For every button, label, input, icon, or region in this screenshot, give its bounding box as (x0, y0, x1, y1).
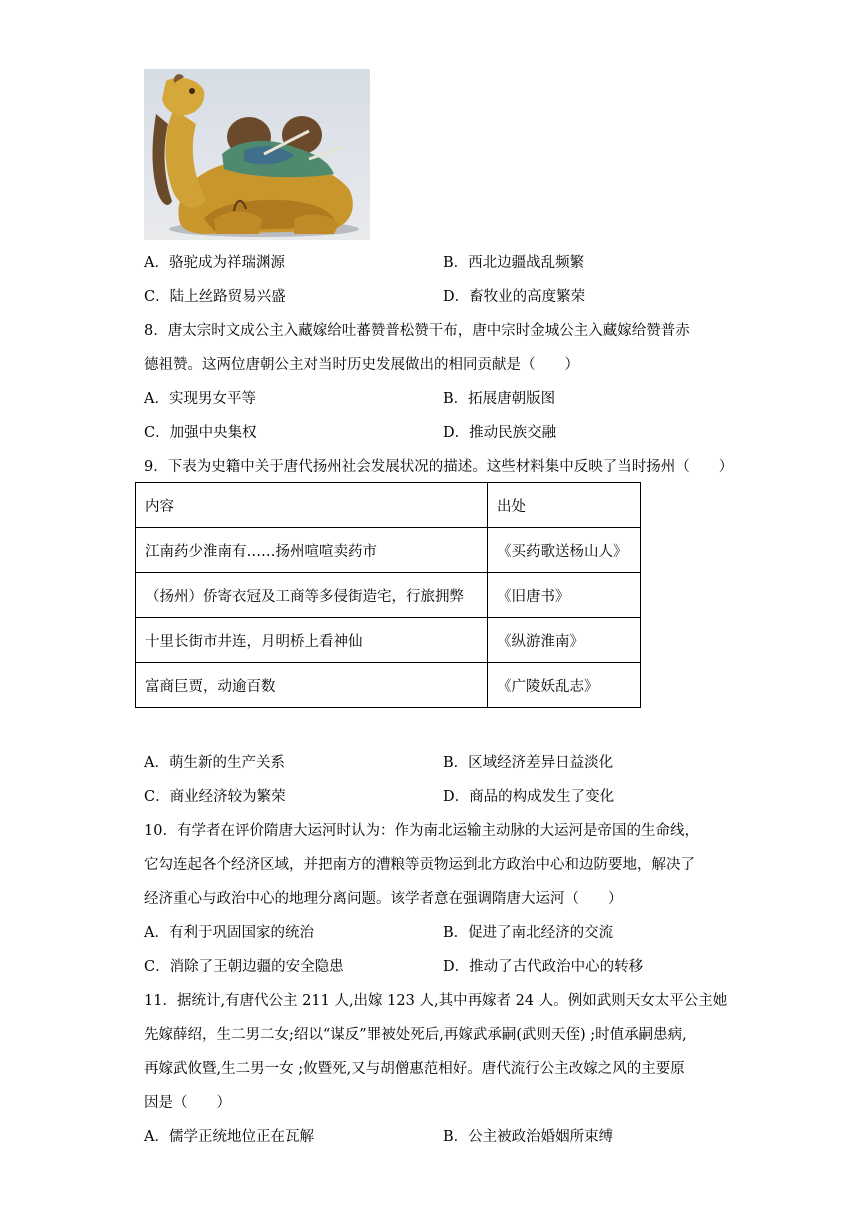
q10-stem-line-1: 10．有学者在评价隋唐大运河时认为：作为南北运输主动脉的大运河是帝国的生命线， (144, 823, 699, 839)
table-row (136, 663, 641, 708)
q8-stem-line-1: 8．唐太宗时文成公主入藏嫁给吐蕃赞普松赞干布，唐中宗时金城公主入藏嫁给赞普赤 (144, 323, 690, 339)
q8-stem-line-2: 德祖赞。这两位唐朝公主对当时历史发展做出的相同贡献是（ ） (144, 357, 579, 373)
q10-stem-line-3: 经济重心与政治中心的地理分离问题。该学者意在强调隋唐大运河（ ） (144, 891, 623, 907)
q10-option-c[interactable]: C．消除了王朝边疆的安全隐患 (144, 959, 344, 975)
q9-option-c[interactable]: C．商业经济较为繁荣 (144, 789, 286, 805)
q11-option-b[interactable]: B．公主被政治婚姻所束缚 (443, 1129, 614, 1145)
table-cell-source: 《广陵妖乱志》 (488, 663, 641, 708)
q11-stem-line-3: 再嫁武攸暨,生二男一女 ;攸暨死,又与胡僧惠范相好。唐代流行公主改嫁之风的主要原 (144, 1061, 685, 1077)
q10-stem-line-2: 它勾连起各个经济区域，并把南方的漕粮等贡物运到北方政治中心和边防要地，解决了 (144, 857, 695, 873)
q7-option-c[interactable]: C．陆上丝路贸易兴盛 (144, 289, 286, 305)
q7-option-b[interactable]: B．西北边疆战乱频繁 (443, 255, 585, 271)
table-cell-content: 十里长街市井连，月明桥上看神仙 (136, 618, 488, 663)
tang-sancai-camel-image (144, 69, 370, 240)
q8-option-a[interactable]: A．实现男女平等 (144, 391, 256, 407)
q8-option-d[interactable]: D．推动民族交融 (443, 425, 557, 441)
q9-source-table (135, 482, 641, 708)
q9-option-b[interactable]: B．区域经济差异日益淡化 (443, 755, 614, 771)
table-cell-source: 《纵游淮南》 (488, 618, 641, 663)
q9-option-d[interactable]: D．商品的构成发生了变化 (443, 789, 615, 805)
q11-stem-line-1: 11．据统计,有唐代公主 211 人,出嫁 123 人,其中再嫁者 24 人。例如武则天女太平公主她 (144, 993, 728, 1009)
q10-option-a[interactable]: A．有利于巩固国家的统治 (144, 925, 314, 941)
table-row (136, 528, 641, 573)
q10-option-b[interactable]: B．促进了南北经济的交流 (443, 925, 614, 941)
q11-option-a[interactable]: A．儒学正统地位正在瓦解 (144, 1129, 314, 1145)
q10-option-d[interactable]: D．推动了古代政治中心的转移 (443, 959, 644, 975)
camel-figure-svg (144, 69, 370, 240)
q9-option-a[interactable]: A．萌生新的生产关系 (144, 755, 285, 771)
q8-option-c[interactable]: C．加强中央集权 (144, 425, 257, 441)
table-row (136, 618, 641, 663)
q11-stem-line-2: 先嫁薛绍，生二男二女;绍以“谋反”罪被处死后,再嫁武承嗣(武则天侄) ;时值承嗣患病, (144, 1027, 687, 1043)
table-header-content: 内容 (136, 483, 488, 528)
q7-option-d[interactable]: D．畜牧业的高度繁荣 (443, 289, 586, 305)
q11-stem-line-4: 因是（ ） (144, 1095, 231, 1111)
table-cell-source: 《旧唐书》 (488, 573, 641, 618)
q7-option-a[interactable]: A．骆驼成为祥瑞渊源 (144, 255, 285, 271)
q8-option-b[interactable]: B．拓展唐朝版图 (443, 391, 556, 407)
q9-stem: 9．下表为史籍中关于唐代扬州社会发展状况的描述。这些材料集中反映了当时扬州（ ） (144, 459, 734, 475)
table-header-row (136, 483, 641, 528)
table-row (136, 573, 641, 618)
table-cell-content: 富商巨贾，动逾百数 (136, 663, 488, 708)
table-cell-source: 《买药歌送杨山人》 (488, 528, 641, 573)
table-header-source: 出处 (488, 483, 641, 528)
table-cell-content: （扬州）侨寄衣冠及工商等多侵街造宅，行旅拥弊 (136, 573, 488, 618)
table-cell-content: 江南药少淮南有……扬州喧喧卖药市 (136, 528, 488, 573)
